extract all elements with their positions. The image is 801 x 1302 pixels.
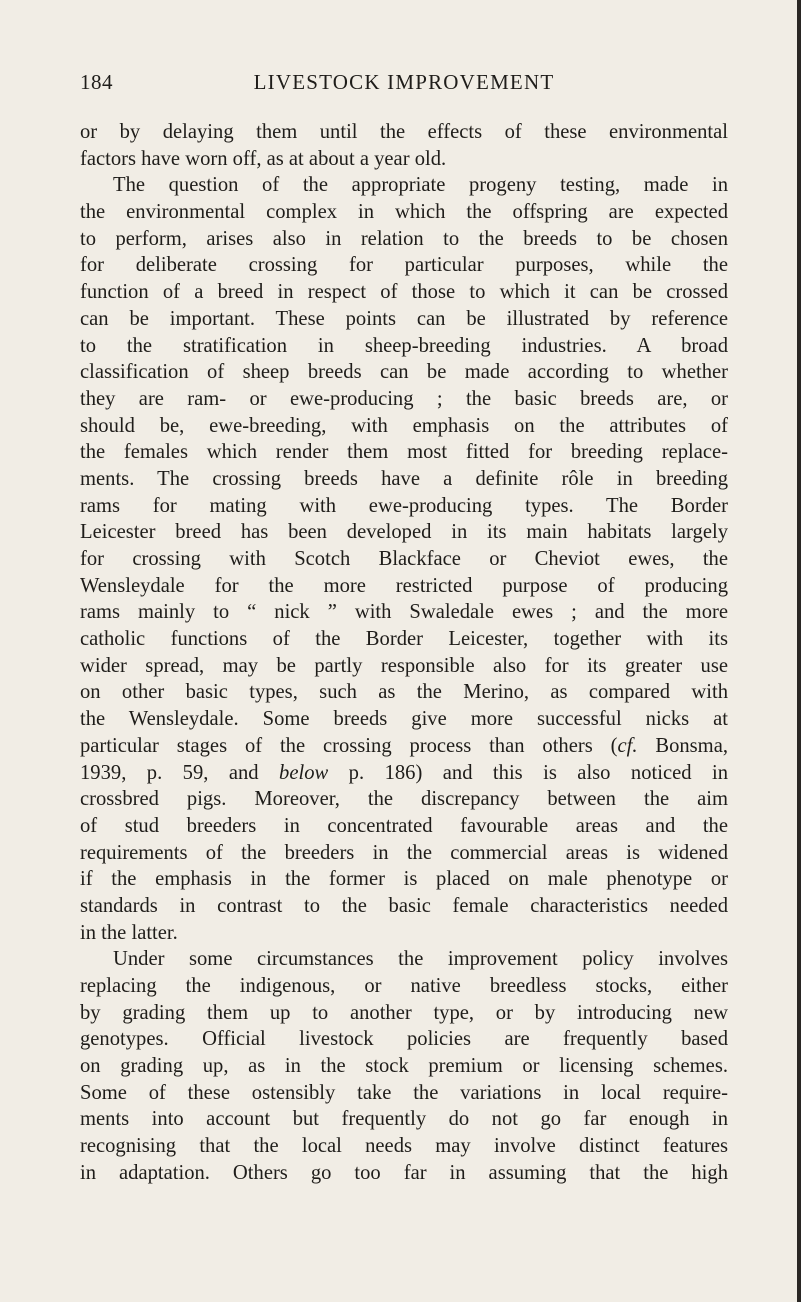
text-line: for crossing with Scotch Blackface or Cheviot ewes, the [80,548,728,570]
text-line: if the emphasis in the former is placed on male phenotype or [80,868,728,891]
text-line: recognising that the local needs may involve distinct features [80,1135,728,1158]
text-line: should be, ewe-breeding, with emphasis on the attributes of [80,414,728,437]
text-segment: particular stages of the crossing process than others ( [80,734,618,757]
text-line: standards in contrast to the basic female characteristics needed [80,894,728,917]
text-line: requirements of the breeders in the commercial areas is widened [80,841,728,864]
text-line: rams mainly to “ nick ” with Swaledale ewes ; and the more [80,601,728,624]
page-header [80,70,728,104]
text-line: classification of sheep breeds can be made according to whether [80,361,728,384]
paragraph-start-line: Under some circumstances the improvement policy involves [113,948,728,971]
text-line: ments into account but frequently do not go far enough in [80,1108,728,1131]
text-line: Some of these ostensibly take the variations in local require- [80,1081,728,1104]
text-line: can be important. These points can be illustrated by reference [80,307,728,330]
text-line: Wensleydale for the more restricted purpose of producing [80,574,728,597]
text-segment: 1939, p. 59, and [80,761,280,784]
text-line: to perform, arises also in relation to the breeds to be chosen [80,227,728,250]
text-line: crossbred pigs. Moreover, the discrepancy between the aim [80,788,728,811]
text-line: function of a breed in respect of those to which it can be crossed [80,281,728,304]
text-line: or by delaying them until the effects of these environmental [80,121,728,143]
text-line: the females which render them most fitted for breeding replace- [80,441,728,464]
text-line: Leicester breed has been developed in its main habitats largely [80,521,728,544]
text-line: on other basic types, such as the Merino, as compared with [80,681,728,704]
text-segment: p. 186) and this is also noticed in [328,761,728,784]
italic-cf: cf. [617,734,638,757]
italic-below: below [279,761,329,784]
page-number: 184 [80,70,113,94]
text-line: the Wensleydale. Some breeds give more successful nicks at [80,708,728,731]
page-edge-shadow [797,0,801,1302]
text-line: on grading up, as in the stock premium or licensing schemes. [80,1055,728,1078]
text-line: the environmental complex in which the offspring are expected [80,201,728,224]
text-line: for deliberate crossing for particular purposes, while the [80,254,728,277]
text-line: they are ram- or ewe-producing ; the basic breeds are, or [80,387,728,410]
text-line: replacing the indigenous, or native breedless stocks, either [80,975,728,997]
running-title: LIVESTOCK IMPROVEMENT [253,70,555,94]
text-line: catholic functions of the Border Leicester, together with its [80,628,728,651]
text-line: of stud breeders in concentrated favourable areas and the [80,814,728,837]
text-line: genotypes. Official livestock policies are frequently based [80,1028,728,1051]
text-segment: Bonsma, [637,734,728,757]
text-line: in adaptation. Others go too far in assuming that the high [80,1161,728,1184]
text-line: wider spread, may be partly responsible also for its greater use [80,654,728,677]
text-line: by grading them up to another type, or by introducing new [80,1001,728,1024]
text-line: to the stratification in sheep-breeding industries. A broad [80,334,728,357]
text-line [80,760,728,787]
text-line: in the latter. [80,921,178,944]
text-line: factors have worn off, as at about a year old. [80,147,447,170]
paragraph-start-line: The question of the appropriate progeny testing, made in [113,174,728,197]
text-line [80,733,728,760]
body-text [80,119,728,1187]
text-line: rams for mating with ewe-producing types. The Border [80,494,728,517]
text-line: ments. The crossing breeds have a definite rôle in breeding [80,467,728,490]
